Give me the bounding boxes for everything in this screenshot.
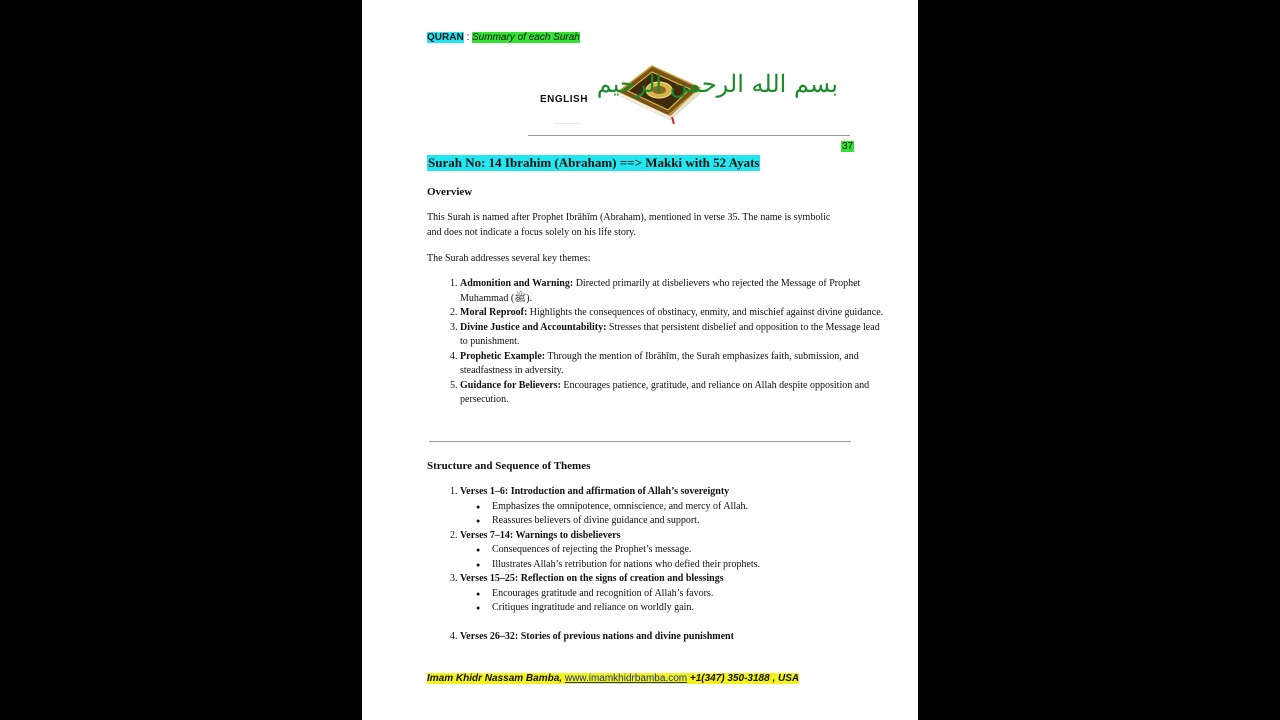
- theme-term: Divine Justice and Accountability:: [460, 321, 607, 333]
- page-number: 37: [842, 141, 854, 152]
- section-title: Verses 15–25: Reflection on the signs of creation and blessings: [460, 573, 724, 584]
- theme-item: [460, 277, 884, 306]
- theme-text: Encourages patience, gratitude, and reliance on Allah despite opposition and persecution.: [460, 379, 870, 405]
- theme-text: Through the mention of Ibrāhīm, the Surah emphasizes faith, submission, and steadfastness in adversity.: [460, 350, 859, 376]
- language-label: ENGLISH: [540, 94, 588, 105]
- header-label: QURAN: [427, 32, 464, 43]
- divider-middle: [429, 441, 851, 442]
- surah-title: Surah No: 14 Ibrahim (Abraham) ==> Makki with 52 Ayats: [428, 155, 760, 170]
- section-point: ● Consequences of rejecting the Prophet’s message.: [492, 543, 884, 558]
- banner-caption-mark: ________________: [554, 120, 581, 124]
- section-point: ● Encourages gratitude and recognition of Allah’s favors.: [492, 587, 884, 602]
- theme-text: Highlights the consequences of obstinacy, enmity, and mischief against divine guidance.: [527, 307, 884, 318]
- header-separator: :: [463, 32, 473, 43]
- document-page: [362, 0, 918, 720]
- structure-section: [460, 485, 884, 529]
- footer-comma: ,: [559, 673, 565, 684]
- divider-top: [528, 135, 850, 136]
- theme-item: [460, 321, 884, 350]
- structure-list: [427, 485, 884, 644]
- theme-text: Stresses that persistent disbelief and opposition to the Message lead to punishment.: [460, 321, 880, 347]
- theme-term: Admonition and Warning:: [460, 278, 574, 289]
- theme-item: [460, 379, 884, 408]
- section-title: Verses 26–32: Stories of previous nations and divine punishment: [460, 630, 734, 642]
- structure-section: [460, 630, 884, 645]
- structure-heading: Structure and Sequence of Themes: [427, 460, 591, 472]
- themes-list: [427, 277, 884, 408]
- structure-section: [460, 572, 884, 616]
- section-points: [460, 500, 884, 529]
- overview-paragraph-2: The Surah addresses several key themes:: [427, 253, 591, 264]
- overview-paragraph-1: This Surah is named after Prophet Ibrāhīm (Abraham), mentioned in verse 35. The name is symbolic and does not indicate a focus solely on his life story.: [427, 212, 831, 238]
- website-link[interactable]: www.imamkhidrbamba.com: [564, 673, 688, 684]
- header-subtitle: Summary of each Surah: [472, 32, 580, 43]
- section-title: Verses 1–6: Introduction and affirmation of Allah’s sovereignty: [460, 486, 730, 497]
- overview-heading: Overview: [427, 186, 473, 198]
- section-points: [460, 587, 884, 616]
- section-points: [460, 543, 884, 572]
- footer-contact: [427, 673, 799, 684]
- theme-text: Directed primarily at disbelievers who rejected the Message of Prophet Muhammad (ﷺ).: [460, 278, 861, 304]
- section-title: Verses 7–14: Warnings to disbelievers: [460, 529, 621, 541]
- document-header: [427, 32, 580, 43]
- phone-country: +1(347) 350-3188 , USA: [687, 673, 800, 684]
- banner: [528, 58, 848, 130]
- section-point: ● Emphasizes the omnipotence, omniscience, and mercy of Allah.: [492, 500, 884, 515]
- theme-term: Moral Reproof:: [460, 307, 528, 318]
- author-name: Imam Khidr Nassam Bamba: [427, 673, 560, 684]
- basmala-calligraphy: بسم الله الرحمن الرحيم: [596, 70, 838, 98]
- structure-section: [460, 529, 884, 573]
- theme-term: Guidance for Believers:: [460, 379, 561, 391]
- theme-term: Prophetic Example:: [460, 350, 546, 362]
- theme-item: [460, 306, 884, 321]
- section-point: ● Illustrates Allah’s retribution for nations who defied their prophets.: [492, 558, 884, 573]
- section-point: ● Reassures believers of divine guidance and support.: [492, 514, 884, 529]
- section-point: ● Critiques ingratitude and reliance on worldly gain.: [492, 601, 884, 616]
- theme-item: [460, 350, 884, 379]
